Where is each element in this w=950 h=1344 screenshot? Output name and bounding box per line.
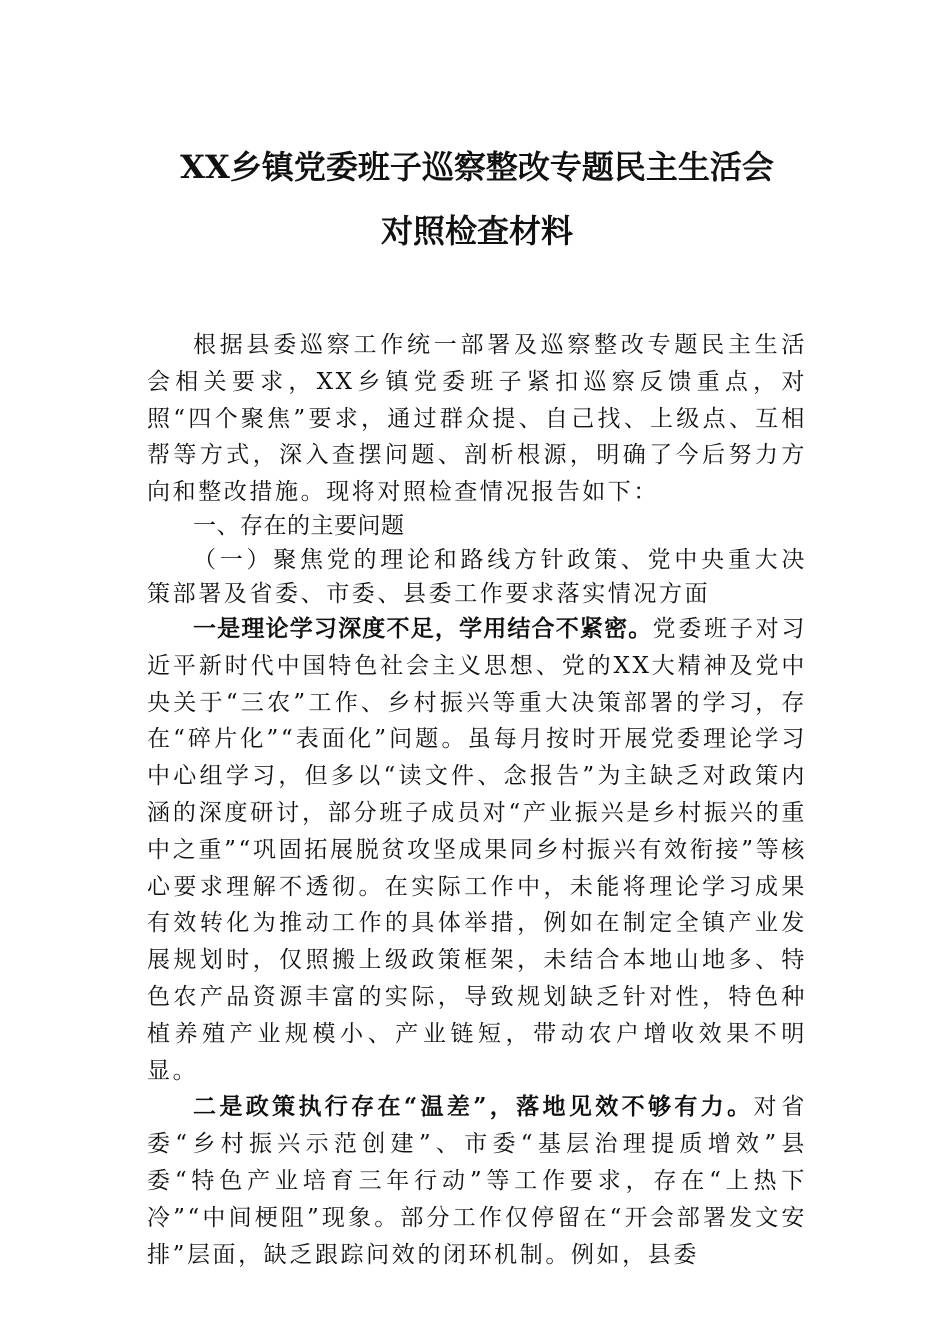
document-body	[147, 327, 807, 1273]
intro-paragraph: 根据县委巡察工作统一部署及巡察整改专题民主生活会相关要求，XX乡镇党委班子紧扣巡察反馈重点，对照“四个聚焦”要求，通过群众提、自己找、上级点、互相帮等方式，深入查摆问题、剖析根源，明确了今后努力方向和整改措施。现将对照检查情况报告如下：	[147, 332, 807, 506]
point-2-text: 对省委“乡村振兴示范创建”、市委“基层治理提质增效”县委“特色产业培育三年行动”等工作要求，存在“上热下冷”“中间梗阻”现象。部分工作仅停留在“开会部署发文安排”层面，缺乏跟踪问效的闭环机制。例如，县委	[147, 1094, 807, 1268]
subsection-heading: （一）聚焦党的理论和路线方针政策、党中央重大决策部署及省委、市委、县委工作要求落实情况方面	[147, 546, 807, 607]
section-heading: 一、存在的主要问题	[193, 512, 405, 539]
document-title-line-1: XX乡镇党委班子巡察整改专题民主生活会	[180, 148, 774, 186]
point-2-heading: 二是政策执行存在“温差”，落地见效不够有力。	[193, 1093, 754, 1121]
point-2-paragraph	[147, 1089, 807, 1273]
point-1-text: 党委班子对习近平新时代中国特色社会主义思想、党的XX大精神及党中央关于“三农”工作、乡村振兴等重大决策部署的学习，存在“碎片化”“表面化”问题。虽每月按时开展党委理论学习中心组学习，但多以“读文件、念报告”为主缺乏对政策内涵的深度研讨，部分班子成员对“产业振兴是乡村振兴的重中之重”“巩固拓展脱贫攻坚成果同乡村振兴有效衔接”等核心要求理解不透彻。在实际工作中，未能将理论学习成果有效转化为推动工作的具体举措，例如在制定全镇产业发展规划时，仅照搬上级政策框架，未结合本地山地多、特色农产品资源丰富的实际，导致规划缺乏针对性，特色种植养殖产业规模小、产业链短，带动农户增收效果不明显。	[147, 615, 807, 1084]
document-title-line-2: 对照检查材料	[380, 212, 573, 250]
point-1-heading: 一是理论学习深度不足，学用结合不紧密。	[193, 614, 653, 642]
point-1-paragraph	[147, 611, 807, 1089]
